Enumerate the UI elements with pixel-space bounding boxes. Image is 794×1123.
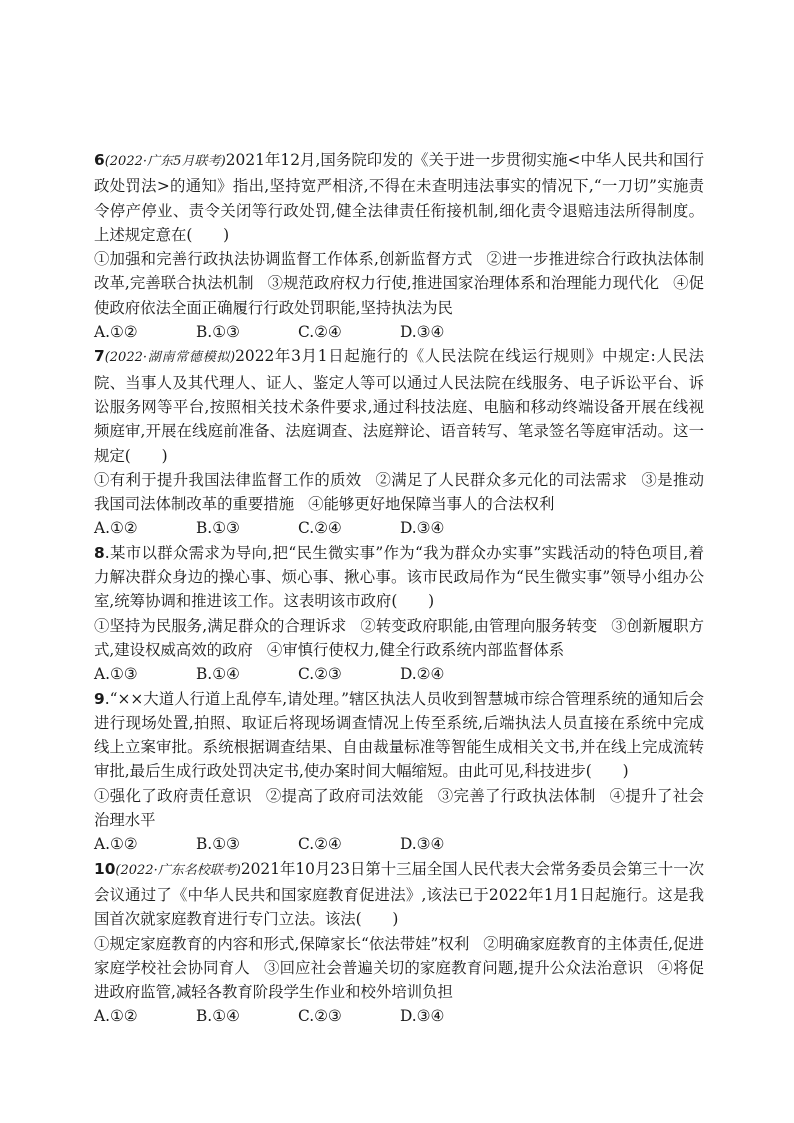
question-number: 6 xyxy=(94,151,105,169)
statement-list xyxy=(94,784,704,833)
question-7 xyxy=(94,344,704,540)
question-6 xyxy=(94,148,704,344)
statement: ②转变政府职能,由管理向服务转变 xyxy=(360,616,598,635)
option-d[interactable]: D.③④ xyxy=(400,323,445,342)
statement-list xyxy=(94,468,704,517)
question-text: 2021年12月,国务院印发的《关于进一步贯彻实施<中华人民共和国行政处罚法>的通知》指出,坚持宽严相济,不得在未查明违法事实的情况下,“一刀切”实施责令停产停业、责令关闭等行政处罚,健全法律责任衔接机制,细化责令退赔违法所得制度。上述规定意在( ) xyxy=(94,151,704,244)
question-number: 10 xyxy=(94,859,116,878)
option-c[interactable]: C.②③ xyxy=(298,665,342,684)
question-8 xyxy=(94,541,704,687)
option-b[interactable]: B.①④ xyxy=(196,665,240,684)
question-number: 8 xyxy=(94,543,105,562)
option-c[interactable]: C.②④ xyxy=(298,323,342,342)
option-a[interactable]: A.①② xyxy=(94,519,138,538)
statement: ③创新履职方式,建设权威高效的政府 xyxy=(94,616,704,659)
option-d[interactable]: D.③④ xyxy=(400,519,445,538)
statement: ①有利于提升我国法律监督工作的质效 xyxy=(94,470,362,489)
statement: ③回应社会普遍关切的家庭教育问题,提升公众法治意识 xyxy=(263,958,644,977)
question-sheet xyxy=(94,148,704,1029)
question-source: (2022·湖南常德模拟) xyxy=(104,350,236,366)
option-d[interactable]: D.③④ xyxy=(400,1007,445,1026)
statement: ①规定家庭教育的内容和形式,保障家长“依法带娃”权利 xyxy=(94,934,470,953)
statement: ②满足了人民群众多元化的司法需求 xyxy=(375,470,628,489)
statement: ①坚持为民服务,满足群众的合理诉求 xyxy=(94,616,347,635)
option-b[interactable]: B.①③ xyxy=(196,519,240,538)
statement-list xyxy=(94,614,704,663)
question-number: 7 xyxy=(94,347,105,366)
statement: ①强化了政府责任意识 xyxy=(94,786,252,805)
statement: ①加强和完善行政执法协调监督工作体系,创新监督方式 xyxy=(94,250,473,269)
statement: ④能够更好地保障当事人的合法权利 xyxy=(308,495,555,514)
question-source: (2022·广东名校联考) xyxy=(115,862,241,878)
statement: ④审慎行使权力,健全行政系统内部监督体系 xyxy=(266,640,565,659)
question-stem xyxy=(94,857,704,932)
option-d[interactable]: D.②④ xyxy=(400,665,445,684)
option-a[interactable]: A.①② xyxy=(94,1007,138,1026)
question-text: 2022年3月1日起施行的《人民法院在线运行规则》中规定:人民法院、当事人及其代理人、证人、鉴定人等可以通过人民法院在线服务、电子诉讼平台、诉讼服务网等平台,按照相关技术条件要求,通过科技法庭、电脑和移动终端设备开展在线视频庭审,开展在线庭前准备、法庭调查、法庭辩论、语音转写、笔录签名等庭审活动。这一规定( ) xyxy=(94,347,704,465)
question-text: 2021年10月23日第十三届全国人民代表大会常务委员会第三十一次会议通过了《中华人民共和国家庭教育促进法》,该法已于2022年1月1日起施行。这是我国首次就家庭教育进行专门立法。该法( ) xyxy=(94,859,704,929)
statement-list xyxy=(94,932,704,1005)
question-stem xyxy=(94,541,704,614)
statement: ④将促进政府监管,减轻各教育阶段学生作业和校外培训负担 xyxy=(94,958,704,1002)
option-d[interactable]: D.③④ xyxy=(400,835,445,854)
option-a[interactable]: A.①③ xyxy=(94,665,138,684)
question-stem xyxy=(94,148,704,247)
statement: ②进一步推进综合行政执法体制改革,完善联合执法机制 xyxy=(94,250,704,293)
option-b[interactable]: B.①④ xyxy=(196,1007,240,1026)
option-c[interactable]: C.②③ xyxy=(298,1007,342,1026)
option-a[interactable]: A.①② xyxy=(94,323,138,342)
option-b[interactable]: B.①③ xyxy=(196,835,240,854)
statement: ③完善了行政执法体制 xyxy=(437,786,596,805)
statement: ④提升了社会治理水平 xyxy=(94,786,704,830)
answer-options xyxy=(94,832,704,856)
option-c[interactable]: C.②④ xyxy=(298,835,342,854)
option-a[interactable]: A.①② xyxy=(94,835,138,854)
question-stem xyxy=(94,687,704,784)
option-c[interactable]: C.②④ xyxy=(298,519,342,538)
question-text: .某市以群众需求为导向,把“民生微实事”作为“我为群众办实事”实践活动的特色项目,着力解决群众身边的操心事、烦心事、揪心事。该市民政局作为“民生微实事”领导小组办公室,统筹协调和推进该工作。这表明该市政府( ) xyxy=(94,543,704,611)
statement: ②明确家庭教育的主体责任,促进家庭学校社会协同育人 xyxy=(94,934,704,977)
statement: ③规范政府权力行使,推进国家治理体系和治理能力现代化 xyxy=(267,274,660,293)
statement-list xyxy=(94,247,704,320)
answer-options xyxy=(94,662,704,686)
answer-options xyxy=(94,1004,704,1028)
question-9 xyxy=(94,687,704,857)
statement: ③是推动我国司法体制改革的重要措施 xyxy=(94,470,704,514)
question-10 xyxy=(94,857,704,1029)
question-text: .“××大道人行道上乱停车,请处理。”辖区执法人员收到智慧城市综合管理系统的通知后会进行现场处置,拍照、取证后将现场调查情况上传至系统,后端执法人员直接在系统中完成线上立案审批。系统根据调查结果、自由裁量标准等智能生成相关文书,并在线上完成流转审批,最后生成行政处罚决定书,使办案时间大幅缩短。由此可见,科技进步( ) xyxy=(94,689,704,781)
option-b[interactable]: B.①③ xyxy=(196,323,240,342)
answer-options xyxy=(94,320,704,344)
question-stem xyxy=(94,344,704,467)
statement: ④促使政府依法全面正确履行行政处罚职能,坚持执法为民 xyxy=(94,274,704,317)
answer-options xyxy=(94,516,704,540)
statement: ②提高了政府司法效能 xyxy=(265,786,424,805)
question-number: 9 xyxy=(94,689,105,708)
question-source: (2022·广东5月联考) xyxy=(104,154,226,169)
